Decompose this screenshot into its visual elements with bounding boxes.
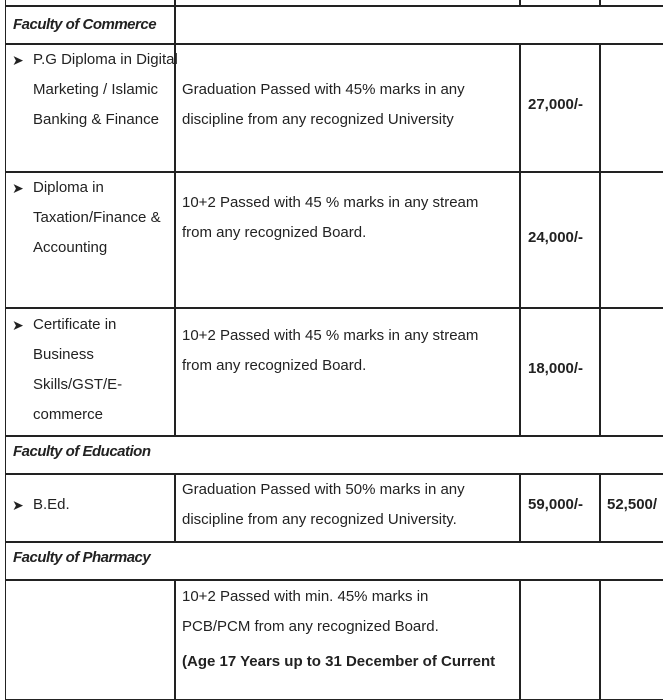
faculty-header-commerce <box>5 6 175 44</box>
eligibility-text: 10+2 Passed with min. 45% marks in PCB/PCM from any recognized Board. <box>182 588 439 635</box>
course-name: B.Ed. <box>33 496 70 513</box>
fee-cell <box>520 44 600 172</box>
fee-cell <box>600 44 663 172</box>
fee-cell <box>600 474 663 542</box>
course-cell <box>5 172 175 308</box>
faculty-title: Faculty of Commerce <box>13 16 157 33</box>
arrowhead-right-icon: ➤ <box>12 52 24 68</box>
course-cell <box>5 474 175 542</box>
fee-cell <box>600 172 663 308</box>
course-name: Certificate in Business Skills/GST/E-commerce <box>33 316 123 423</box>
eligibility-text: Graduation Passed with 45% marks in any discipline from any recognized University <box>182 81 465 128</box>
eligibility-text: 10+2 Passed with 45 % marks in any stream from any recognized Board. <box>182 194 479 241</box>
eligibility-cell <box>175 44 520 172</box>
fee-value: 59,000/- <box>528 496 584 513</box>
faculty-header-education <box>5 436 663 474</box>
course-name: Diploma in Taxation/Finance & Accounting <box>33 179 161 256</box>
faculty-header-pharmacy <box>5 542 663 580</box>
course-name: P.G Diploma in Digital Marketing / Islamic Banking & Finance <box>33 51 178 128</box>
fee-cell <box>520 308 600 436</box>
fee-value: 18,000/- <box>528 360 584 377</box>
fee-value: 24,000/- <box>528 229 584 246</box>
eligibility-cell <box>175 308 520 436</box>
course-cell <box>5 308 175 436</box>
eligibility-cell <box>175 580 520 700</box>
table-cell <box>175 6 663 44</box>
fee-cell <box>600 580 663 700</box>
course-cell <box>5 580 175 700</box>
fee-value: 52,500/ <box>607 496 658 513</box>
eligibility-cell <box>175 172 520 308</box>
arrowhead-right-icon: ➤ <box>12 180 24 196</box>
fee-value: 27,000/- <box>528 96 584 113</box>
fee-cell <box>520 172 600 308</box>
eligibility-note: (Age 17 Years up to 31 December of Current <box>182 653 496 670</box>
eligibility-cell <box>175 474 520 542</box>
eligibility-text: 10+2 Passed with 45 % marks in any stream from any recognized Board. <box>182 327 479 374</box>
fee-cell <box>520 580 600 700</box>
faculty-title: Faculty of Education <box>13 443 151 460</box>
fee-cell <box>520 474 600 542</box>
eligibility-text: Graduation Passed with 50% marks in any discipline from any recognized University. <box>182 481 465 528</box>
arrowhead-right-icon: ➤ <box>12 317 24 333</box>
faculty-title: Faculty of Pharmacy <box>13 549 151 566</box>
arrowhead-right-icon: ➤ <box>12 497 24 513</box>
fee-cell <box>600 308 663 436</box>
course-cell <box>5 44 178 172</box>
